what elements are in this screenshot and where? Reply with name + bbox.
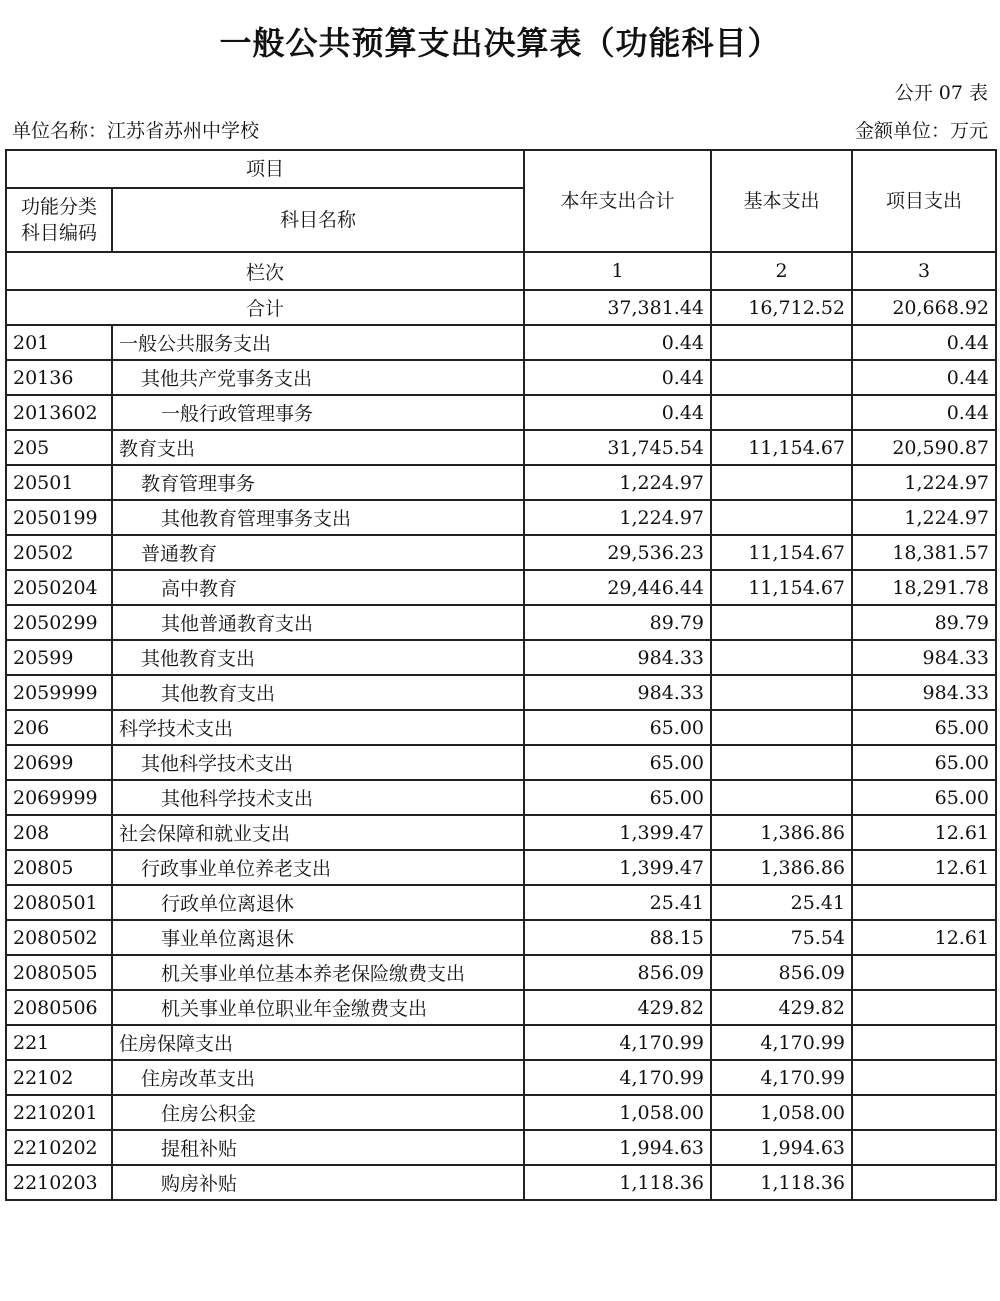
col-index-1: 1 bbox=[524, 252, 711, 290]
column-index-row bbox=[6, 252, 996, 290]
row-code: 2059999 bbox=[6, 675, 112, 710]
row-code: 2050199 bbox=[6, 500, 112, 535]
row-basic: 11,154.67 bbox=[711, 535, 852, 570]
row-total: 1,118.36 bbox=[524, 1165, 711, 1200]
row-code: 22102 bbox=[6, 1060, 112, 1095]
table-row bbox=[6, 570, 996, 605]
row-code: 206 bbox=[6, 710, 112, 745]
row-name: 住房保障支出 bbox=[112, 1025, 524, 1060]
row-basic: 1,994.63 bbox=[711, 1130, 852, 1165]
row-code: 2050204 bbox=[6, 570, 112, 605]
row-basic bbox=[711, 780, 852, 815]
row-project: 65.00 bbox=[852, 780, 996, 815]
header-row-1 bbox=[6, 150, 996, 188]
row-total: 0.44 bbox=[524, 360, 711, 395]
table-row bbox=[6, 885, 996, 920]
row-project: 12.61 bbox=[852, 815, 996, 850]
row-code: 2069999 bbox=[6, 780, 112, 815]
row-project: 1,224.97 bbox=[852, 500, 996, 535]
row-name: 机关事业单位基本养老保险缴费支出 bbox=[112, 955, 524, 990]
row-name: 普通教育 bbox=[112, 535, 524, 570]
table-row bbox=[6, 955, 996, 990]
row-project: 1,224.97 bbox=[852, 465, 996, 500]
row-basic: 75.54 bbox=[711, 920, 852, 955]
row-code: 20599 bbox=[6, 640, 112, 675]
header-name: 科目名称 bbox=[112, 188, 524, 252]
row-name: 高中教育 bbox=[112, 570, 524, 605]
row-name: 一般行政管理事务 bbox=[112, 395, 524, 430]
row-basic: 856.09 bbox=[711, 955, 852, 990]
expenditure-table bbox=[5, 149, 997, 1201]
row-code: 2050299 bbox=[6, 605, 112, 640]
row-name: 行政单位离退休 bbox=[112, 885, 524, 920]
row-total: 1,399.47 bbox=[524, 815, 711, 850]
row-project: 18,291.78 bbox=[852, 570, 996, 605]
table-row bbox=[6, 850, 996, 885]
row-total: 1,399.47 bbox=[524, 850, 711, 885]
row-total: 65.00 bbox=[524, 780, 711, 815]
row-basic bbox=[711, 325, 852, 360]
row-code: 2080502 bbox=[6, 920, 112, 955]
row-project: 89.79 bbox=[852, 605, 996, 640]
table-row bbox=[6, 605, 996, 640]
row-code: 208 bbox=[6, 815, 112, 850]
header-basic: 基本支出 bbox=[711, 150, 852, 252]
row-project: 12.61 bbox=[852, 920, 996, 955]
row-project: 20,590.87 bbox=[852, 430, 996, 465]
col-row-label: 栏次 bbox=[6, 252, 524, 290]
row-name: 住房公积金 bbox=[112, 1095, 524, 1130]
row-code: 20699 bbox=[6, 745, 112, 780]
summary-total: 37,381.44 bbox=[524, 290, 711, 325]
row-basic: 429.82 bbox=[711, 990, 852, 1025]
row-basic: 4,170.99 bbox=[711, 1060, 852, 1095]
row-name: 教育管理事务 bbox=[112, 465, 524, 500]
row-total: 89.79 bbox=[524, 605, 711, 640]
row-project: 18,381.57 bbox=[852, 535, 996, 570]
table-row bbox=[6, 1025, 996, 1060]
row-code: 2080506 bbox=[6, 990, 112, 1025]
row-name: 其他教育支出 bbox=[112, 640, 524, 675]
row-name: 其他教育管理事务支出 bbox=[112, 500, 524, 535]
row-total: 31,745.54 bbox=[524, 430, 711, 465]
row-basic bbox=[711, 675, 852, 710]
table-row bbox=[6, 1130, 996, 1165]
row-basic: 1,386.86 bbox=[711, 850, 852, 885]
row-name: 一般公共服务支出 bbox=[112, 325, 524, 360]
header-project: 项目 bbox=[6, 150, 524, 188]
table-row bbox=[6, 780, 996, 815]
row-project bbox=[852, 1025, 996, 1060]
row-total: 25.41 bbox=[524, 885, 711, 920]
table-row bbox=[6, 1060, 996, 1095]
table-row bbox=[6, 395, 996, 430]
table-row bbox=[6, 360, 996, 395]
row-project bbox=[852, 1095, 996, 1130]
row-code: 2080501 bbox=[6, 885, 112, 920]
row-total: 65.00 bbox=[524, 710, 711, 745]
row-total: 4,170.99 bbox=[524, 1025, 711, 1060]
row-basic bbox=[711, 745, 852, 780]
table-row bbox=[6, 815, 996, 850]
row-code: 201 bbox=[6, 325, 112, 360]
row-basic: 11,154.67 bbox=[711, 430, 852, 465]
row-code: 2013602 bbox=[6, 395, 112, 430]
row-name: 住房改革支出 bbox=[112, 1060, 524, 1095]
table-row bbox=[6, 325, 996, 360]
table-row bbox=[6, 465, 996, 500]
row-project: 984.33 bbox=[852, 675, 996, 710]
row-code: 2080505 bbox=[6, 955, 112, 990]
row-project: 0.44 bbox=[852, 395, 996, 430]
page-title: 一般公共预算支出决算表（功能科目） bbox=[219, 24, 781, 62]
header-total: 本年支出合计 bbox=[524, 150, 711, 252]
summary-row bbox=[6, 290, 996, 325]
row-name: 其他科学技术支出 bbox=[112, 780, 524, 815]
row-total: 856.09 bbox=[524, 955, 711, 990]
table-body bbox=[6, 150, 996, 1200]
row-total: 1,224.97 bbox=[524, 500, 711, 535]
row-total: 429.82 bbox=[524, 990, 711, 1025]
row-project: 65.00 bbox=[852, 745, 996, 780]
row-project: 12.61 bbox=[852, 850, 996, 885]
row-project: 0.44 bbox=[852, 360, 996, 395]
row-basic: 4,170.99 bbox=[711, 1025, 852, 1060]
row-name: 社会保障和就业支出 bbox=[112, 815, 524, 850]
row-code: 20502 bbox=[6, 535, 112, 570]
table-row bbox=[6, 500, 996, 535]
row-code: 2210202 bbox=[6, 1130, 112, 1165]
col-index-2: 2 bbox=[711, 252, 852, 290]
row-basic bbox=[711, 640, 852, 675]
row-name: 其他普通教育支出 bbox=[112, 605, 524, 640]
table-row bbox=[6, 745, 996, 780]
row-project: 0.44 bbox=[852, 325, 996, 360]
row-total: 1,224.97 bbox=[524, 465, 711, 500]
row-basic bbox=[711, 360, 852, 395]
header-project-expense: 项目支出 bbox=[852, 150, 996, 252]
row-name: 科学技术支出 bbox=[112, 710, 524, 745]
table-row bbox=[6, 675, 996, 710]
col-index-3: 3 bbox=[852, 252, 996, 290]
table-row bbox=[6, 710, 996, 745]
row-total: 29,536.23 bbox=[524, 535, 711, 570]
row-total: 984.33 bbox=[524, 640, 711, 675]
money-unit: 金额单位：万元 bbox=[854, 120, 988, 142]
row-basic bbox=[711, 710, 852, 745]
row-name: 行政事业单位养老支出 bbox=[112, 850, 524, 885]
table-row bbox=[6, 1165, 996, 1200]
row-total: 4,170.99 bbox=[524, 1060, 711, 1095]
row-total: 1,058.00 bbox=[524, 1095, 711, 1130]
row-project bbox=[852, 990, 996, 1025]
row-name: 事业单位离退休 bbox=[112, 920, 524, 955]
row-total: 0.44 bbox=[524, 395, 711, 430]
row-basic: 1,118.36 bbox=[711, 1165, 852, 1200]
row-name: 其他共产党事务支出 bbox=[112, 360, 524, 395]
row-code: 205 bbox=[6, 430, 112, 465]
row-name: 其他科学技术支出 bbox=[112, 745, 524, 780]
row-code: 221 bbox=[6, 1025, 112, 1060]
row-basic: 1,058.00 bbox=[711, 1095, 852, 1130]
row-basic: 25.41 bbox=[711, 885, 852, 920]
row-total: 29,446.44 bbox=[524, 570, 711, 605]
row-code: 20136 bbox=[6, 360, 112, 395]
table-row bbox=[6, 430, 996, 465]
row-project bbox=[852, 885, 996, 920]
row-total: 0.44 bbox=[524, 325, 711, 360]
row-name: 提租补贴 bbox=[112, 1130, 524, 1165]
row-total: 88.15 bbox=[524, 920, 711, 955]
form-number: 公开 07 表 bbox=[894, 82, 988, 104]
table-row bbox=[6, 535, 996, 570]
row-basic bbox=[711, 605, 852, 640]
row-name: 教育支出 bbox=[112, 430, 524, 465]
row-code: 2210203 bbox=[6, 1165, 112, 1200]
row-project bbox=[852, 1165, 996, 1200]
table-row bbox=[6, 1095, 996, 1130]
row-basic bbox=[711, 465, 852, 500]
row-project bbox=[852, 1060, 996, 1095]
summary-label: 合计 bbox=[6, 290, 524, 325]
row-code: 20805 bbox=[6, 850, 112, 885]
row-code: 20501 bbox=[6, 465, 112, 500]
row-basic: 1,386.86 bbox=[711, 815, 852, 850]
unit-name: 单位名称：江苏省苏州中学校 bbox=[12, 120, 260, 142]
row-project bbox=[852, 955, 996, 990]
header-code: 功能分类 科目编码 bbox=[6, 188, 112, 252]
row-total: 984.33 bbox=[524, 675, 711, 710]
row-basic bbox=[711, 500, 852, 535]
row-project: 65.00 bbox=[852, 710, 996, 745]
summary-basic: 16,712.52 bbox=[711, 290, 852, 325]
row-name: 其他教育支出 bbox=[112, 675, 524, 710]
row-total: 1,994.63 bbox=[524, 1130, 711, 1165]
row-basic bbox=[711, 395, 852, 430]
table-row bbox=[6, 990, 996, 1025]
row-name: 购房补贴 bbox=[112, 1165, 524, 1200]
row-code: 2210201 bbox=[6, 1095, 112, 1130]
summary-project: 20,668.92 bbox=[852, 290, 996, 325]
row-name: 机关事业单位职业年金缴费支出 bbox=[112, 990, 524, 1025]
row-basic: 11,154.67 bbox=[711, 570, 852, 605]
row-total: 65.00 bbox=[524, 745, 711, 780]
row-project bbox=[852, 1130, 996, 1165]
table-row bbox=[6, 640, 996, 675]
table-row bbox=[6, 920, 996, 955]
row-project: 984.33 bbox=[852, 640, 996, 675]
